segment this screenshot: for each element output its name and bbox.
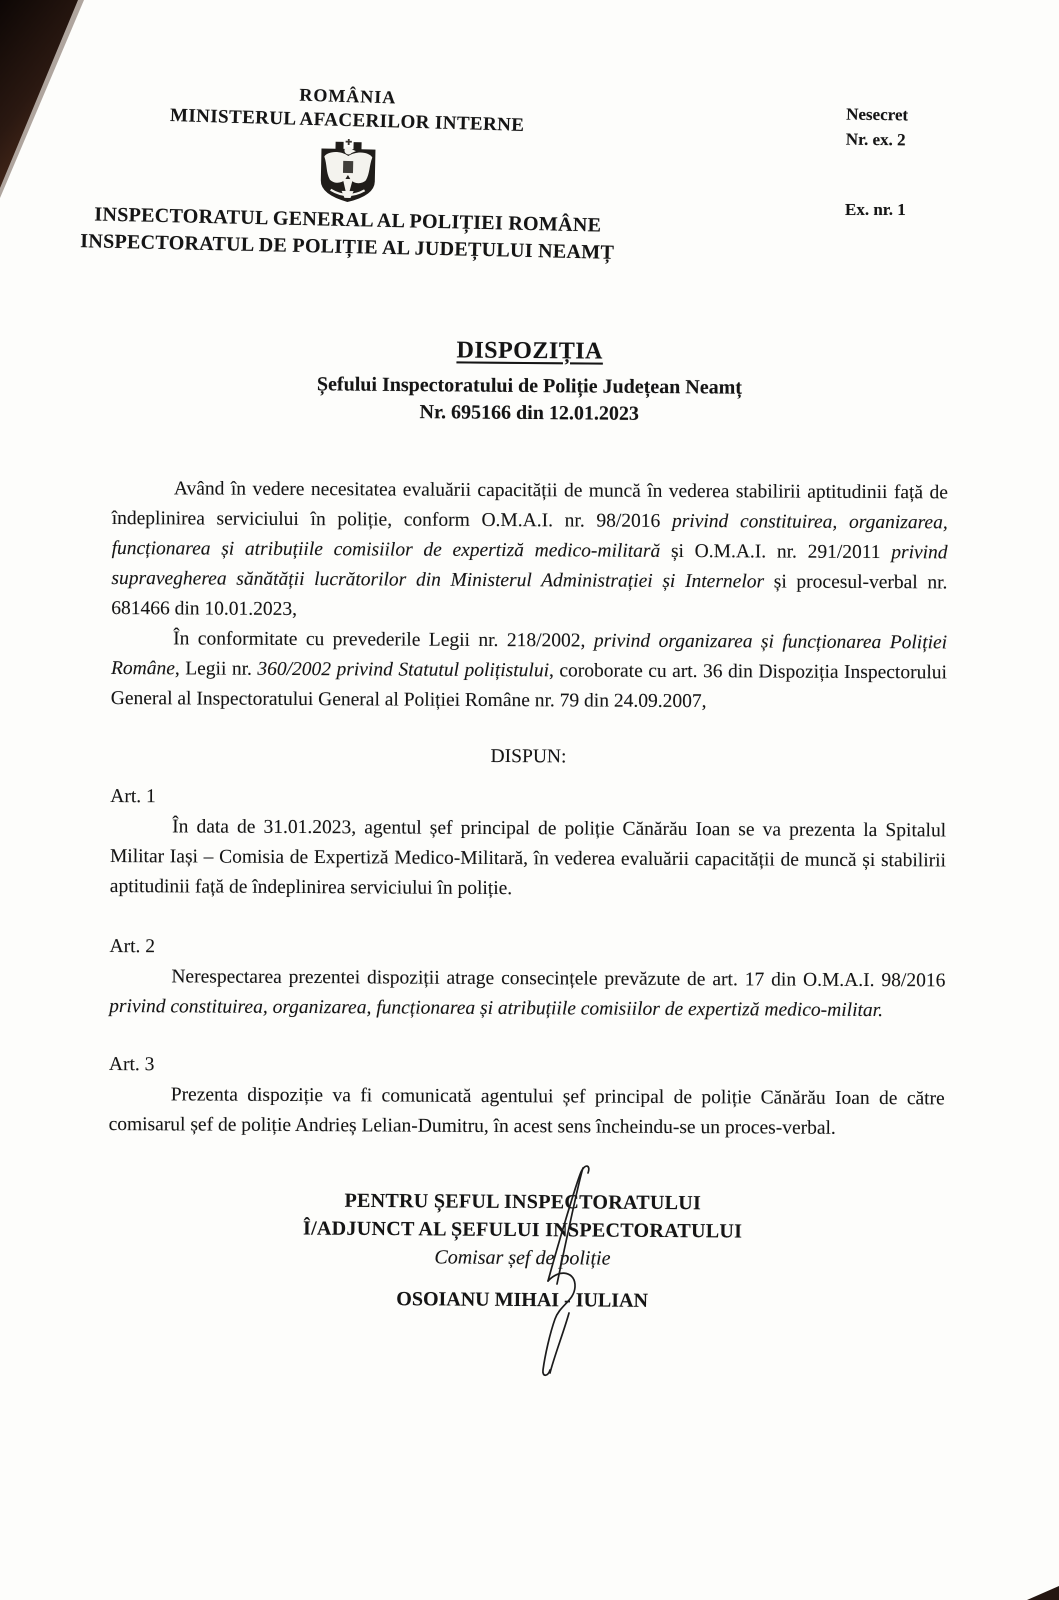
title-block: [0, 332, 1059, 431]
org-line-igpr: INSPECTORATUL GENERAL AL POLIȚIEI ROMÂNE: [94, 203, 602, 237]
signature-line-1: PENTRU ȘEFUL INSPECTORATULUI: [344, 1189, 702, 1215]
article-2-text: Nerespectarea prezentei dispoziții atrage consecințele prevăzute de art. 17 din O.M.A.I. 98/2016 privind constituirea, organizarea, funcționarea și atribuțiile comisiilor de expertiză medico-militar.: [109, 966, 946, 1022]
copies-label: Nr. ex. 2: [845, 129, 906, 150]
document-number: Nr. 695166 din 12.01.2023: [419, 401, 639, 425]
signer-name: OSOIANU MIHAI - IULIAN: [396, 1288, 649, 1312]
signature-block: [0, 1184, 1045, 1317]
scan-corner-shadow-bottom-right: [1027, 1584, 1059, 1600]
article-3-text: Prezenta dispoziție va fi comunicată agentului șef principal de poliție Cănărău Ioan de către comisarul șef de poliție Andrieș Lelian-Dumitru, în acest sens încheindu-se un proces-verbal.: [108, 1084, 945, 1139]
article-2-label: Art. 2: [109, 935, 156, 958]
header-top-lines: [34, 75, 660, 142]
copy-number-label: Ex. nr. 1: [845, 200, 906, 219]
preamble-paragraph-1: Având în vedere necesitatea evaluării capacității de muncă în vederea stabilirii aptitudinii față de îndeplinirea serviciului în poliție, conform O.M.A.I. nr. 98/2016 privind constituirea, organizarea, funcționarea și atribuțiile comisiilor de expertiză medico-militară și O.M.A.I. nr. 291/2011 privind supravegherea sănătății lucrătorilor din Ministerul Administrației și Internelor și procesul-verbal nr. 681466 din 10.01.2023,: [111, 478, 948, 620]
document-title: DISPOZIȚIA: [456, 337, 604, 365]
classification-block: [846, 102, 909, 153]
document-subtitle: Șefului Inspectoratului de Poliție Județean Neamț: [316, 373, 743, 399]
header-org-lines: [34, 200, 660, 268]
preamble-paragraph-2: În conformitate cu prevederile Legii nr. 218/2002, privind organizarea și funcționarea Poliției Române, Legii nr. 360/2002 privind Statutul polițistului, coroborate cu art. 36 din Dispoziția Inspectorului General al Inspectoratului General al Poliției Române nr. 79 din 24.09.2007,: [110, 628, 948, 713]
signature-line-2: Î/ADJUNCT AL ȘEFULUI INSPECTORATULUI: [302, 1217, 743, 1243]
org-line-ipj-neamt: INSPECTORATUL DE POLIȚIE AL JUDEȚULUI NEAMȚ: [80, 230, 615, 264]
ministry-name: MINISTERUL AFACERILOR INTERNE: [169, 105, 525, 136]
document-body: [109, 474, 948, 1144]
country-name: ROMÂNIA: [299, 84, 397, 108]
secrecy-label: Nesecret: [846, 104, 909, 125]
signature-rank: Comisar șef de poliție: [434, 1246, 611, 1270]
dispun-heading: DISPUN:: [490, 745, 567, 768]
pen-signature-stroke-icon: [535, 1160, 605, 1385]
article-1-text: În data de 31.01.2023, agentul șef principal de poliție Cănărău Ioan se va prezenta la Spitalul Militar Iași – Comisia de Expertiză Medico-Militară, în vederea evaluării capacității de muncă și stabilirii aptitudinii față de îndeplinirea serviciului în poliție.: [109, 816, 947, 900]
romanian-coat-of-arms-icon: [316, 138, 379, 205]
article-1-label: Art. 1: [110, 785, 156, 808]
article-3-label: Art. 3: [108, 1053, 155, 1076]
document-header: [35, 84, 660, 264]
